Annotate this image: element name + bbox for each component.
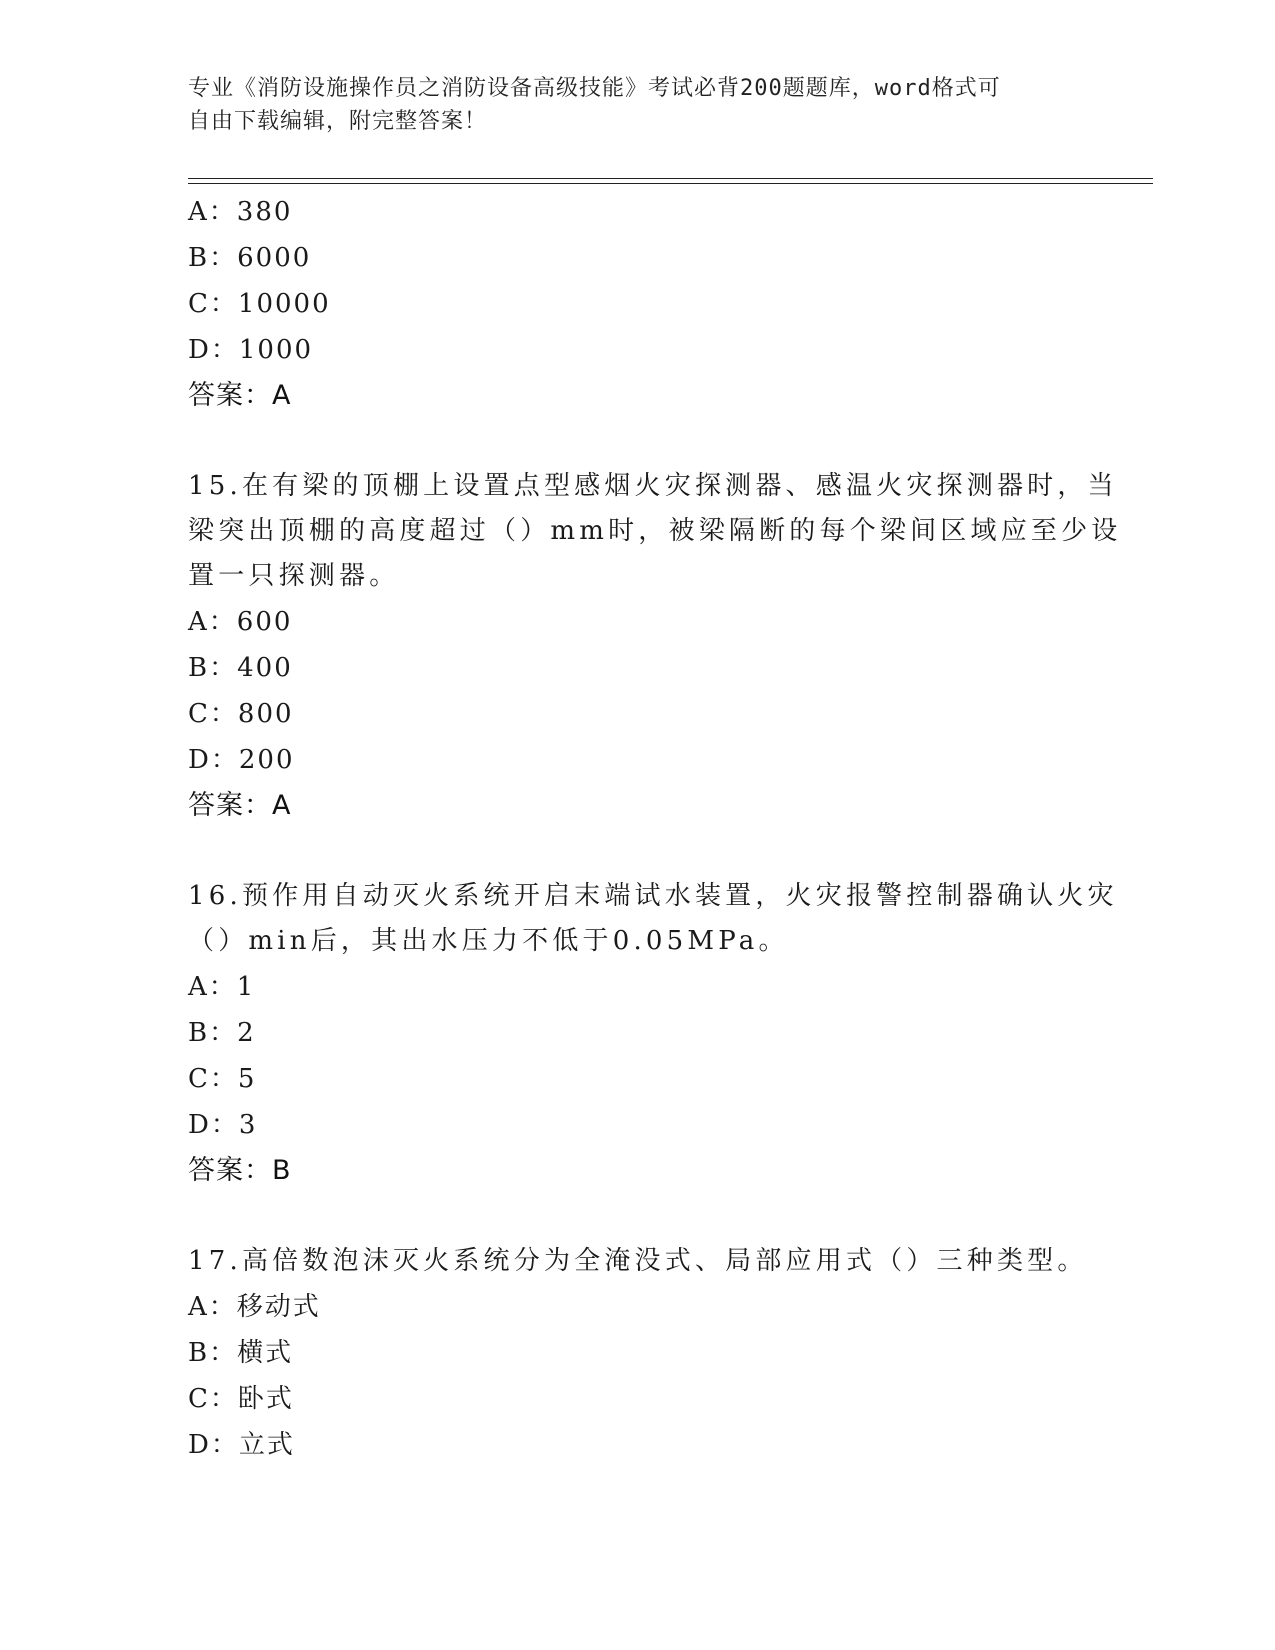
question-block — [188, 189, 1068, 419]
option-d: D：立式 — [188, 1430, 295, 1460]
option-b: B：2 — [188, 1018, 256, 1048]
question-block — [188, 1239, 1088, 1468]
option-d: D：3 — [188, 1110, 258, 1140]
header-rule-top — [188, 178, 1153, 179]
option-c: C：10000 — [188, 289, 331, 319]
option-c: C：5 — [188, 1064, 257, 1094]
question-text: 17.高倍数泡沫灭火系统分为全淹没式、局部应用式（）三种类型。 — [188, 1246, 1088, 1276]
question-text: 16.预作用自动灭火系统开启末端试水装置，火灾报警控制器确认火灾 （）min后，其出水压力不低于0.05MPa。 — [188, 881, 1118, 956]
header-rule-bottom — [188, 183, 1153, 184]
option-c: C：800 — [188, 699, 294, 729]
option-d: D：200 — [188, 745, 295, 775]
option-a: A：600 — [188, 607, 293, 637]
answer-line: 答案：A — [188, 380, 292, 411]
option-a: A：1 — [188, 972, 256, 1002]
answer-line: 答案：A — [188, 790, 292, 821]
question-block — [188, 874, 1118, 1194]
question-list — [188, 189, 1122, 1468]
option-c: C：卧式 — [188, 1384, 294, 1414]
option-b: B：6000 — [188, 243, 312, 273]
question-block — [188, 464, 1122, 829]
header-line-1: 专业《消防设施操作员之消防设备高级技能》考试必背200题题库，word格式可 — [188, 76, 1001, 101]
header-line-2: 自由下载编辑，附完整答案！ — [188, 109, 488, 134]
option-a: A：380 — [188, 197, 293, 227]
question-text: 15.在有梁的顶棚上设置点型感烟火灾探测器、感温火灾探测器时，当 梁突出顶棚的高度超过（）mm时，被梁隔断的每个梁间区域应至少设 置一只探测器。 — [188, 471, 1122, 591]
option-d: D：1000 — [188, 335, 314, 365]
answer-line: 答案：B — [188, 1155, 292, 1186]
option-a: A：移动式 — [188, 1292, 321, 1322]
option-b: B：横式 — [188, 1338, 294, 1368]
document-header — [188, 72, 1068, 138]
option-b: B：400 — [188, 653, 293, 683]
